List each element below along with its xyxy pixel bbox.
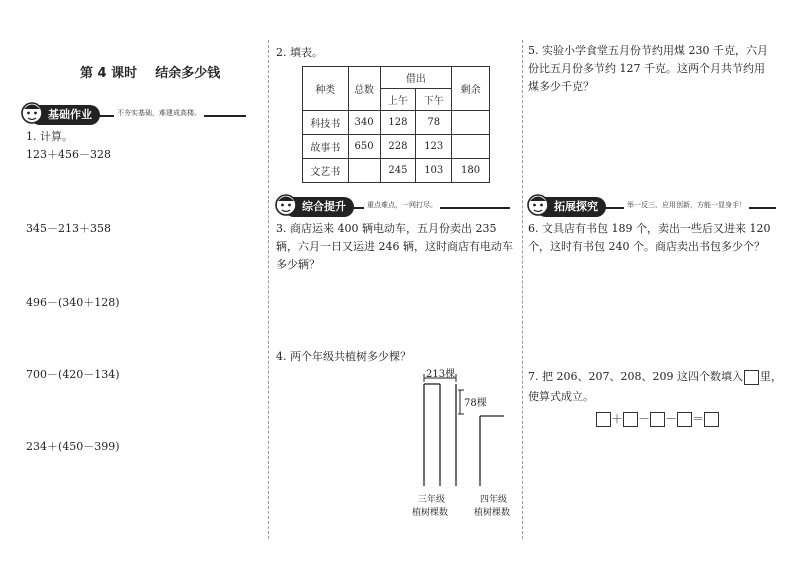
q4-caption-right-1: 四年级 [480, 495, 508, 505]
cell-remain [452, 135, 490, 159]
cell-remain [452, 111, 490, 135]
q7-equation [596, 410, 719, 427]
mascot-icon [18, 100, 46, 128]
cell-kind: 科技书 [303, 111, 349, 135]
op-minus-1: － [638, 412, 651, 426]
q4-caption-left-1: 三年级 [418, 495, 446, 505]
mascot-icon [524, 192, 552, 220]
answer-box-5[interactable] [704, 412, 719, 427]
q1-expr-2: 345－213＋358 [26, 222, 111, 235]
cell-afternoon: 103 [416, 159, 452, 183]
cell-kind: 文艺书 [303, 159, 349, 183]
section-banner-basic [18, 104, 246, 126]
q7-text-after: 里， [759, 370, 782, 383]
op-equals: ＝ [692, 412, 705, 426]
cell-morning: 228 [380, 135, 416, 159]
q1-title: 1. 计算。 [26, 130, 73, 143]
answer-box-icon [744, 370, 759, 385]
answer-box-1[interactable] [596, 412, 611, 427]
table-row [303, 111, 490, 135]
cell-afternoon: 78 [416, 111, 452, 135]
q2-title: 2. 填表。 [276, 46, 323, 59]
cell-morning: 128 [380, 111, 416, 135]
header-borrowed: 借出 [380, 67, 452, 89]
column-divider-1 [268, 40, 269, 539]
q6-text: 6. 文具店有书包 189 个，卖出一些后又进来 120 个，这时有书包 240 个。商店卖出书包多少个？ [528, 222, 771, 253]
q1-expr-3: 496－(340＋128) [26, 296, 120, 309]
q7-text-before: 7. 把 206、207、208、209 这四个数填入 [528, 370, 743, 383]
section-banner-extension [524, 196, 776, 218]
header-kind: 种类 [303, 67, 349, 111]
cell-total [348, 159, 380, 183]
cell-afternoon: 123 [416, 135, 452, 159]
mascot-icon [272, 192, 300, 220]
q4-label-diff: 78棵 [464, 398, 487, 409]
cell-morning: 245 [380, 159, 416, 183]
q4-caption-right-2: 植树棵数 [474, 508, 511, 518]
table-row [303, 159, 490, 183]
header-total: 总数 [348, 67, 380, 111]
section-slogan: 举一反三，应用创新，方能一显身手！ [624, 200, 749, 210]
op-minus-2: － [665, 412, 678, 426]
q4-caption-left-2: 植树棵数 [412, 508, 449, 518]
answer-box-2[interactable] [623, 412, 638, 427]
section-label: 拓展探究 [536, 197, 606, 217]
section-slogan: 不夯实基础，难建成高楼。 [114, 108, 204, 118]
cell-kind: 故事书 [303, 135, 349, 159]
lesson-title: 第 4 课时 结余多少钱 [80, 66, 221, 81]
section-banner-comprehensive [272, 196, 510, 218]
q3-text: 3. 商店运来 400 辆电动车，五月份卖出 235 辆，六月一日又运进 246 辆，这时商店有电动车多少辆？ [276, 222, 513, 271]
header-afternoon: 下午 [416, 89, 452, 111]
section-label: 基础作业 [30, 105, 100, 125]
q1-expr-5: 234＋(450－399) [26, 440, 120, 453]
q7-line2: 使算式成立。 [528, 390, 594, 403]
column-divider-2 [522, 40, 523, 539]
q7-line1 [528, 368, 782, 386]
q4-text: 4. 两个年级共植树多少棵？ [276, 350, 411, 363]
section-label: 综合提升 [284, 197, 354, 217]
header-morning: 上午 [380, 89, 416, 111]
cell-remain: 180 [452, 159, 490, 183]
cell-total: 650 [348, 135, 380, 159]
q1-expr-4: 700－(420－134) [26, 368, 120, 381]
q1-expr-1: 123＋456－328 [26, 148, 111, 161]
q2-table [302, 66, 490, 183]
q4-label-total: 213棵 [426, 369, 456, 380]
op-plus: ＋ [611, 412, 624, 426]
answer-box-4[interactable] [677, 412, 692, 427]
section-slogan: 重点难点，一网打尽。 [364, 200, 440, 210]
header-remain: 剩余 [452, 67, 490, 111]
q5-text: 5. 实验小学食堂五月份节约用煤 230 千克，六月份比五月份多节约 127 千克。这两个月共节约用煤多少千克？ [528, 44, 768, 93]
answer-box-3[interactable] [650, 412, 665, 427]
cell-total: 340 [348, 111, 380, 135]
table-row [303, 135, 490, 159]
